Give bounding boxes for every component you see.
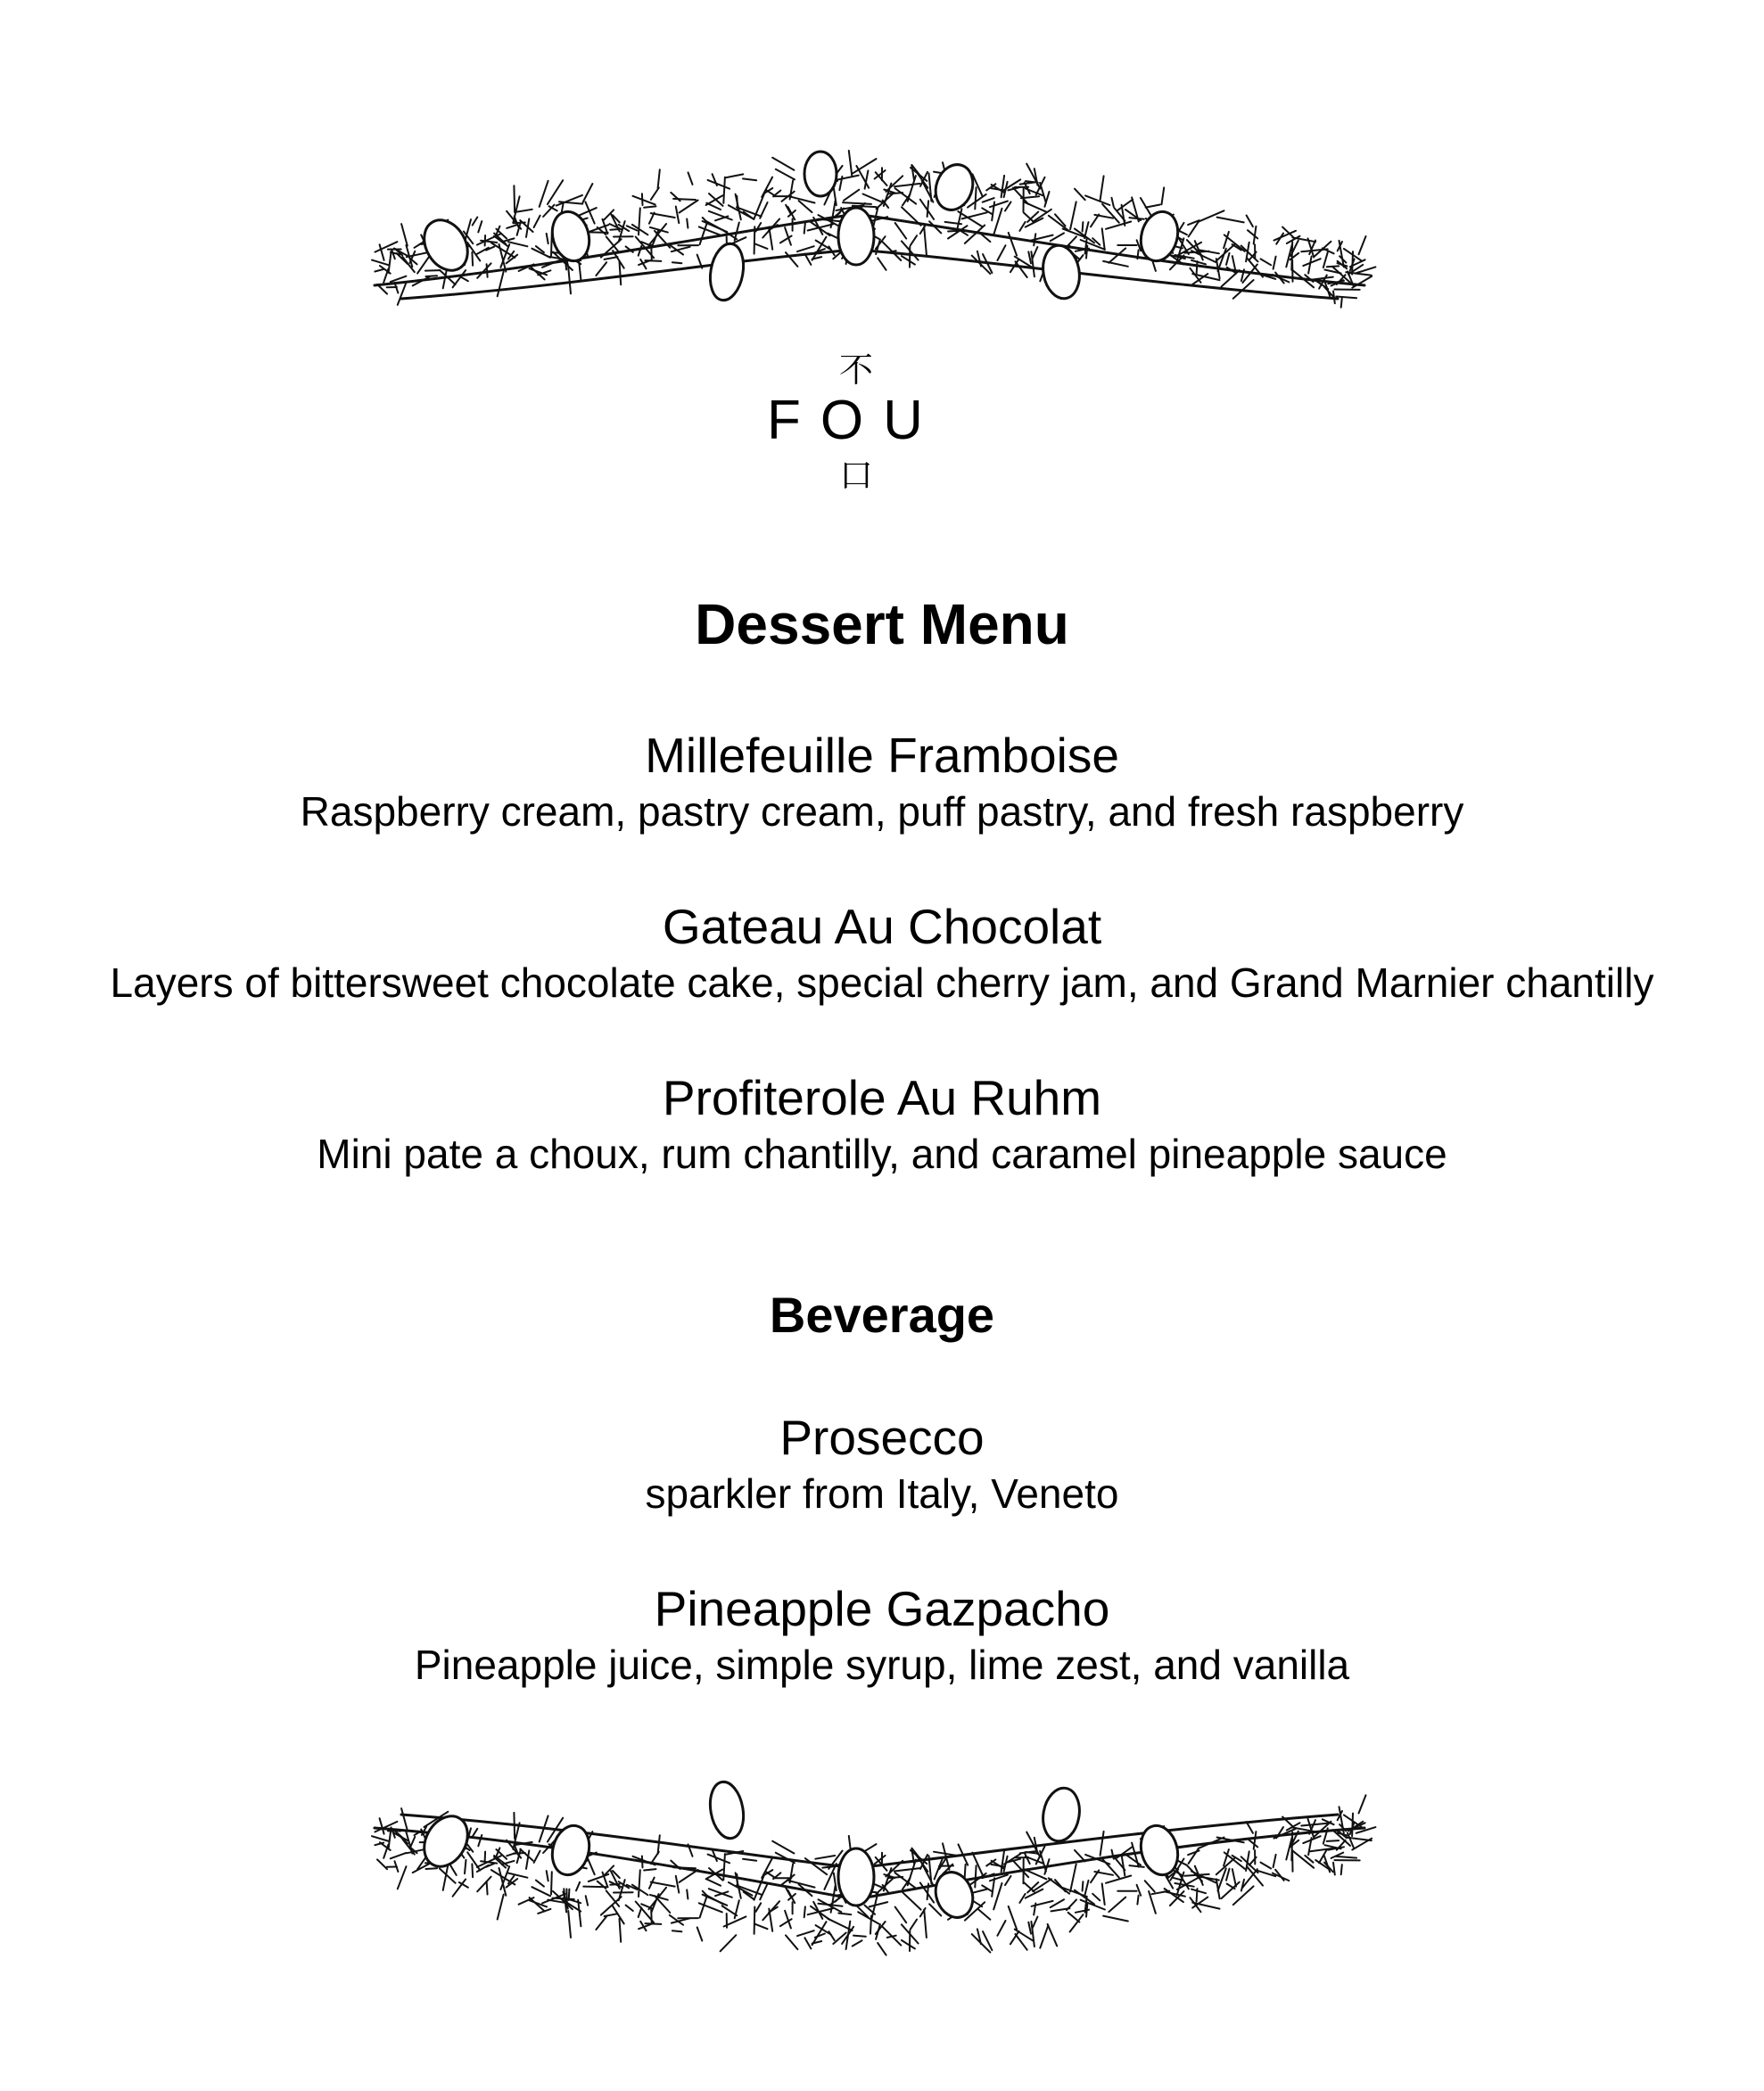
- pine-needle: [394, 1833, 408, 1840]
- pine-needle: [403, 257, 415, 272]
- pine-needle: [1137, 1885, 1142, 1896]
- pine-needle: [835, 176, 859, 181]
- pine-needle: [1291, 242, 1292, 270]
- pine-needle: [1333, 1863, 1335, 1875]
- pine-needle: [688, 172, 693, 185]
- pine-needle: [372, 1836, 389, 1841]
- pine-needle: [760, 1884, 767, 1900]
- pine-needle: [1075, 189, 1085, 201]
- pine-needle: [401, 1808, 408, 1831]
- pine-needle: [1091, 215, 1099, 227]
- pine-needle: [924, 1910, 927, 1938]
- pine-garland-bottom-icon: [0, 1743, 1764, 2064]
- pine-needle: [1301, 1823, 1328, 1826]
- pine-needle: [895, 223, 907, 239]
- pine-needle: [804, 223, 805, 234]
- pine-needle: [1020, 182, 1036, 184]
- pine-needle: [676, 1876, 680, 1893]
- pine-needle: [1102, 228, 1105, 250]
- pine-needle: [1070, 1914, 1084, 1931]
- pine-needle: [902, 256, 915, 265]
- pine-needle: [948, 231, 959, 232]
- pine-needle: [487, 1881, 488, 1895]
- pine-needle: [922, 180, 934, 202]
- pine-needle: [1174, 1865, 1189, 1889]
- menu-item-name: Millefeuille Framboise: [645, 728, 1119, 783]
- pine-needle: [639, 1907, 642, 1917]
- pine-needle: [651, 1882, 675, 1887]
- pine-needle: [804, 1906, 805, 1917]
- pine-needle: [1019, 222, 1025, 231]
- pine-needle: [534, 1851, 540, 1863]
- pine-needle: [708, 1855, 730, 1864]
- pine-needle: [392, 250, 395, 259]
- pine-needle: [972, 1853, 982, 1875]
- pine-needle: [626, 1906, 633, 1911]
- pine-needle: [895, 1907, 907, 1923]
- pine-needle: [815, 1934, 825, 1938]
- pine-needle: [644, 1869, 655, 1870]
- pine-needle: [596, 262, 606, 276]
- pine-needle: [1146, 205, 1160, 208]
- pine-needle: [548, 180, 563, 204]
- pine-needle: [398, 1866, 407, 1889]
- pine-needle: [1242, 1869, 1257, 1888]
- pine-needle: [507, 225, 516, 228]
- pine-needle: [772, 158, 794, 170]
- pine-needle: [1083, 222, 1084, 231]
- pine-needle: [491, 243, 515, 258]
- pine-needle: [401, 224, 408, 246]
- pine-needle: [849, 151, 853, 176]
- pine-needle: [755, 1924, 768, 1929]
- pine-needle: [485, 1852, 486, 1863]
- pine-needle: [911, 235, 917, 245]
- fou-logo: [0, 352, 1764, 504]
- pine-needle: [1308, 1819, 1315, 1838]
- pine-needle: [651, 1852, 659, 1864]
- pine-needle: [1102, 1883, 1105, 1905]
- pine-needle: [978, 1909, 990, 1919]
- pine-needle: [833, 1933, 845, 1945]
- pine-needle: [498, 271, 504, 296]
- pine-needle: [1188, 1850, 1199, 1855]
- pine-needle: [722, 1906, 738, 1915]
- pine-needle: [1254, 226, 1257, 244]
- pine-needle: [1084, 1881, 1088, 1897]
- pine-needle: [450, 1865, 456, 1875]
- menu-item-name: Gateau Au Chocolat: [662, 899, 1102, 954]
- pine-needle: [983, 198, 994, 202]
- pine-needle: [776, 169, 795, 180]
- pine-needle: [514, 185, 515, 211]
- pine-needle: [1086, 1905, 1087, 1917]
- pine-needle: [680, 1870, 698, 1882]
- pine-needle: [1226, 1869, 1230, 1881]
- pine-needle: [620, 1919, 622, 1942]
- pine-needle: [797, 1930, 814, 1936]
- pine-needle: [478, 221, 482, 232]
- pine-needle: [1103, 261, 1128, 267]
- pine-needle: [1137, 250, 1138, 259]
- pine-needle: [568, 1911, 571, 1938]
- pine-needle: [902, 1891, 921, 1909]
- pine-needle: [1292, 237, 1315, 242]
- pine-needle: [498, 1895, 504, 1920]
- pine-needle: [398, 283, 407, 305]
- pine-needle: [997, 1921, 1005, 1936]
- pine-needle: [755, 244, 768, 249]
- menu-item-name: Prosecco: [779, 1410, 985, 1465]
- pine-needle: [380, 244, 384, 260]
- pine-needle: [1323, 252, 1328, 268]
- pine-needle: [1327, 1840, 1339, 1841]
- pine-needle: [514, 1853, 525, 1854]
- pine-needle: [828, 1919, 852, 1930]
- pine-needle: [1261, 1863, 1272, 1869]
- pine-needle: [790, 1864, 794, 1882]
- pine-needle: [487, 264, 488, 277]
- pine-needle: [1092, 1894, 1100, 1901]
- pine-needle: [1009, 1906, 1017, 1930]
- pine-needle: [1184, 251, 1208, 253]
- pine-needle: [1032, 247, 1037, 259]
- pine-needle: [1005, 1876, 1011, 1885]
- pine-needle: [532, 1887, 550, 1896]
- pine-needle: [1103, 1916, 1128, 1922]
- pine-needle: [514, 1813, 515, 1839]
- pine-needle: [1112, 198, 1114, 207]
- dessert-menu-heading: Dessert Menu: [695, 592, 1069, 656]
- pine-needle: [804, 1938, 811, 1948]
- pine-needle: [878, 258, 886, 270]
- pine-needle: [1274, 1855, 1276, 1867]
- pine-needle: [1024, 1869, 1047, 1879]
- pine-needle: [1261, 259, 1272, 265]
- pine-needle: [478, 1835, 482, 1846]
- pine-needle: [1233, 1886, 1254, 1905]
- pine-needle: [1070, 1865, 1076, 1892]
- pine-needle: [1100, 1832, 1104, 1856]
- menu-item-description: Layers of bittersweet chocolate cake, special cherry jam, and Grand Marnier chantilly: [110, 959, 1654, 1006]
- pine-needle: [878, 1943, 886, 1955]
- pine-needle: [645, 1923, 661, 1924]
- pine-needle: [508, 242, 528, 246]
- pine-needle: [1129, 218, 1143, 219]
- logo-glyph-top: 不: [838, 350, 873, 390]
- pine-needle: [1117, 1847, 1133, 1858]
- pine-needle: [1028, 1922, 1031, 1934]
- pine-needle: [863, 194, 884, 203]
- pine-needle: [520, 1849, 532, 1861]
- pine-needle: [1224, 235, 1245, 251]
- pine-needle: [1083, 1881, 1084, 1890]
- pine-needle: [700, 1897, 707, 1918]
- pine-needle: [708, 180, 730, 189]
- beverage-heading: Beverage: [769, 1287, 995, 1343]
- pine-needle: [894, 1868, 920, 1871]
- pine-needle: [743, 178, 756, 180]
- pine-needle: [1162, 187, 1165, 204]
- pine-needle: [1055, 1880, 1066, 1891]
- pine-needle: [1226, 253, 1230, 265]
- pine-needle: [1122, 205, 1125, 226]
- pine-needle: [782, 1875, 795, 1885]
- pine-needle: [1191, 260, 1206, 264]
- pine-needle: [1084, 222, 1088, 238]
- pine-needle: [687, 219, 688, 228]
- pine-needle: [789, 196, 815, 202]
- pine-needle: [1197, 261, 1198, 275]
- pine-needle: [1032, 1917, 1037, 1929]
- pine-needle: [576, 1882, 580, 1891]
- pine-needle: [1359, 236, 1366, 254]
- pine-needle: [605, 257, 618, 259]
- pine-needle: [473, 1829, 478, 1837]
- pine-needle: [534, 216, 540, 227]
- pine-needle: [1308, 257, 1312, 274]
- pine-needle: [1075, 1850, 1085, 1862]
- logo-wordmark: FOU: [767, 390, 943, 451]
- pine-needle: [1085, 195, 1109, 205]
- pine-needle: [673, 1867, 696, 1868]
- pine-needle: [672, 1930, 682, 1931]
- pine-needle: [553, 1898, 574, 1899]
- pine-needle: [1102, 204, 1119, 223]
- pine-needle: [1248, 1839, 1257, 1847]
- menu-item-name: Pineapple Gazpacho: [654, 1581, 1110, 1636]
- pine-needle: [540, 181, 548, 207]
- pine-needle: [1086, 246, 1087, 259]
- pine-needle: [882, 1926, 901, 1945]
- pine-needle: [547, 1871, 548, 1881]
- pine-needle: [1232, 1869, 1236, 1887]
- pine-needle: [1009, 233, 1017, 256]
- pine-needle: [997, 245, 1005, 260]
- menu-item-name: Profiterole Au Ruhm: [662, 1070, 1102, 1125]
- pine-needle: [990, 202, 1008, 208]
- pine-needle: [706, 1879, 721, 1885]
- pine-needle: [1333, 292, 1335, 304]
- pine-needle: [472, 252, 473, 266]
- pine-needle: [1341, 298, 1342, 308]
- pine-needle: [843, 202, 871, 204]
- pine-needle: [514, 223, 525, 224]
- pine-needle: [853, 1940, 862, 1946]
- pine-needle: [443, 1865, 449, 1890]
- pine-needle: [870, 1902, 888, 1906]
- pine-needle: [922, 1864, 934, 1886]
- pine-needle: [1274, 257, 1276, 269]
- pine-needle: [838, 1914, 851, 1915]
- pine-needle: [815, 1856, 835, 1859]
- pine-needle: [610, 1884, 619, 1885]
- pine-needle: [473, 218, 478, 226]
- pine-needle: [568, 268, 571, 294]
- pine-needle: [828, 1931, 834, 1940]
- pine-needle: [1247, 216, 1253, 227]
- pine-needle: [1137, 1896, 1138, 1905]
- pine-needle: [1109, 1898, 1125, 1913]
- pine-needle: [596, 1916, 606, 1930]
- pine-needle: [415, 243, 423, 248]
- pine-needle: [992, 202, 994, 221]
- pine-needle: [1184, 1874, 1208, 1876]
- pine-needle: [672, 262, 682, 263]
- pine-needle: [639, 1870, 640, 1897]
- pine-needle: [687, 1889, 688, 1898]
- pine-needle: [651, 213, 675, 218]
- pine-needle: [805, 1858, 827, 1874]
- pine-needle: [536, 1881, 544, 1887]
- pine-needle: [1067, 236, 1076, 247]
- pine-needle: [639, 208, 640, 235]
- pine-needle: [651, 1909, 652, 1924]
- pine-needle: [1081, 1900, 1105, 1910]
- pine-needle: [902, 1940, 915, 1949]
- pine-needle: [375, 242, 398, 251]
- pine-needle: [375, 269, 383, 272]
- pine-needle: [1145, 1881, 1155, 1891]
- pine-needle: [1217, 218, 1244, 223]
- pine-needle: [894, 184, 920, 186]
- pine-needle: [547, 234, 548, 243]
- pine-needle: [1049, 1878, 1069, 1893]
- logo-glyph-bottom: 口: [838, 456, 873, 495]
- pine-needle: [673, 199, 696, 200]
- pine-needle: [1191, 1889, 1206, 1894]
- menu-item-description: Pineapple juice, simple syrup, lime zest, and vanilla: [414, 1642, 1350, 1688]
- pine-needle: [467, 243, 480, 260]
- pine-needle: [391, 1853, 407, 1858]
- pine-needle: [499, 1868, 507, 1896]
- pine-needle: [1303, 259, 1320, 266]
- pine-needle: [551, 1872, 552, 1894]
- pine-needle: [1359, 1795, 1366, 1813]
- pine-needle: [583, 1887, 607, 1888]
- pine-needle: [680, 201, 698, 213]
- pine-needle: [515, 210, 532, 212]
- pine-needle: [1040, 1925, 1048, 1947]
- pine-needle: [721, 1935, 737, 1951]
- pine-needle: [927, 201, 929, 217]
- menu-item-description: sparkler from Italy, Veneto: [645, 1470, 1119, 1517]
- pine-needle: [911, 1920, 917, 1930]
- pine-needle: [465, 1860, 466, 1874]
- pine-needle: [723, 177, 725, 203]
- pine-needle: [886, 176, 903, 192]
- pine-needle: [642, 1856, 643, 1868]
- pine-needle: [472, 1864, 473, 1877]
- pine-needle: [743, 1859, 756, 1861]
- pine-needle: [644, 206, 655, 207]
- pine-needle: [1024, 202, 1047, 211]
- pine-needle: [754, 1907, 755, 1934]
- pine-needle: [639, 246, 642, 256]
- pine-needle: [993, 209, 1002, 235]
- pine-needle: [467, 1852, 480, 1870]
- pine-needle: [425, 270, 440, 271]
- pine-needle: [1070, 202, 1076, 229]
- pine-needle: [844, 190, 859, 201]
- pine-needle: [786, 1935, 797, 1949]
- pine-needle: [526, 1850, 529, 1869]
- menu-item-description: Mini pate a choux, rum chantilly, and caramel pineapple sauce: [317, 1131, 1447, 1177]
- pine-needle: [651, 188, 659, 200]
- pine-needle: [975, 1865, 976, 1887]
- pine-needle: [924, 226, 927, 254]
- pine-needle: [651, 245, 652, 260]
- pine-needle: [1129, 1865, 1143, 1867]
- pine-needle: [658, 169, 660, 188]
- pine-needle: [797, 246, 814, 251]
- pine-needle: [508, 1873, 528, 1878]
- pine-needle: [1341, 1865, 1342, 1874]
- pine-needle: [870, 1916, 871, 1934]
- pine-needle: [754, 226, 755, 253]
- pine-needle: [1005, 202, 1011, 210]
- pine-needle: [620, 261, 622, 284]
- pine-needle: [1019, 1894, 1025, 1903]
- pine-needle: [1100, 176, 1104, 200]
- pine-needle: [697, 1927, 703, 1940]
- pine-needle: [700, 223, 707, 244]
- pine-needle: [377, 1859, 387, 1869]
- pine-needle: [1028, 251, 1031, 263]
- pine-needle: [1067, 1899, 1076, 1910]
- pine-needle: [709, 1889, 732, 1898]
- pine-needle: [676, 207, 680, 224]
- pine-needle: [1048, 1924, 1058, 1946]
- pine-needle: [380, 1818, 384, 1834]
- pine-needle: [772, 1841, 794, 1854]
- pine-needle: [1199, 210, 1224, 221]
- pine-needle: [713, 1849, 717, 1861]
- pine-needle: [1068, 1913, 1080, 1922]
- pine-needle: [426, 1868, 438, 1869]
- pine-needle: [754, 1875, 764, 1900]
- pine-garland-top-icon: [0, 62, 1764, 383]
- pine-needle: [1310, 277, 1333, 280]
- pine-needle: [713, 174, 717, 185]
- pine-needle: [586, 1896, 588, 1906]
- pine-needle: [975, 187, 976, 209]
- pine-needle: [610, 229, 619, 230]
- pine-needle: [1032, 1901, 1053, 1906]
- pine-needle: [1013, 188, 1028, 205]
- pine-needle: [993, 1883, 1002, 1909]
- menu-item-description: Raspberry cream, pastry cream, puff pastry, and fresh raspberry: [300, 788, 1464, 835]
- pine-needle: [1336, 297, 1356, 299]
- pine-needle: [372, 260, 389, 266]
- pine-needle: [853, 1936, 866, 1937]
- pine-needle: [477, 1877, 490, 1892]
- pine-needle: [1336, 1856, 1356, 1858]
- pine-needle: [1222, 1882, 1240, 1898]
- pine-needle: [1327, 266, 1339, 267]
- pine-needle: [583, 184, 593, 202]
- pine-needle: [726, 174, 743, 177]
- pine-needle: [1247, 1822, 1253, 1833]
- pine-needle: [756, 1903, 762, 1912]
